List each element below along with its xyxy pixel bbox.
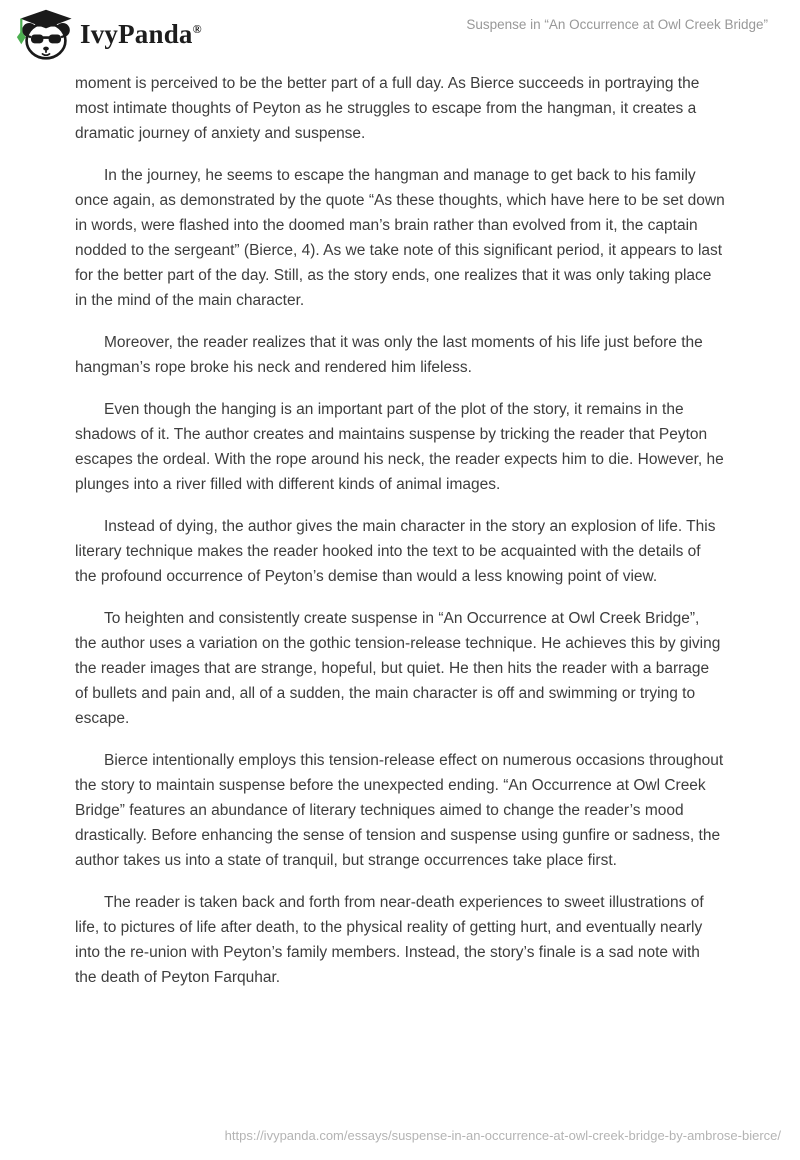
page-footer — [0, 1128, 781, 1143]
running-title: Suspense in “An Occurrence at Owl Creek Bridge” — [466, 17, 768, 32]
registered-trademark: ® — [192, 22, 202, 36]
essay-paragraph: Instead of dying, the author gives the main character in the story an explosion of life. This literary technique makes the reader hooked into the text to be acquainted with the details of the profound occurrence of Peyton’s demise than would a less knowing point of view. — [75, 518, 716, 585]
ivypanda-panda-logo-icon — [16, 7, 76, 62]
brand-name: IvyPanda® — [80, 19, 202, 49]
source-url: https://ivypanda.com/essays/suspense-in-an-occurrence-at-owl-creek-bridge-by-ambrose-bierce/ — [224, 1128, 781, 1143]
essay-paragraph: Moreover, the reader realizes that it was only the last moments of his life just before the hangman’s rope broke his neck and rendered him lifeless. — [75, 334, 703, 376]
essay-paragraph: The reader is taken back and forth from near-death experiences to sweet illustrations of life, to pictures of life after death, to the physical reality of getting hurt, and eventually nearly into the re-union with Peyton’s family members. Instead, the story’s finale is a sad note with the death of Peyton Farquhar. — [75, 894, 704, 986]
essay-paragraph: moment is perceived to be the better part of a full day. As Bierce succeeds in portraying the most intimate thoughts of Peyton as he struggles to escape from the hangman, it creates a dramatic journey of anxiety and suspense. — [75, 75, 700, 142]
essay-paragraph: Bierce intentionally employs this tension-release effect on numerous occasions throughout the story to maintain suspense before the unexpected ending. “An Occurrence at Owl Creek Bridge” features an abundance of literary techniques aimed to change the reader’s mood drastically. Before enhancing the sense of tension and suspense using gunfire or sadness, the author takes us into a state of tranquil, but strange occurrences take place first. — [75, 752, 724, 869]
brand — [0, 0, 202, 62]
page-header — [0, 0, 800, 70]
essay-paragraph: To heighten and consistently create suspense in “An Occurrence at Owl Creek Bridge”, the author uses a variation on the gothic tension-release technique. He achieves this by giving the reader images that are strange, hopeful, but quiet. He then hits the reader with a barrage of bullets and pain and, all of a sudden, the main character is off and swimming or trying to escape. — [75, 610, 721, 727]
essay-body — [75, 71, 725, 1007]
essay-paragraph: In the journey, he seems to escape the hangman and manage to get back to his family once again, as demonstrated by the quote “As these thoughts, which have here to be set down in words, were flashed into the doomed man’s brain rather than evolved from it, the captain nodded to the sergeant” (Bierce, 4). As we take note of this significant period, it appears to last for the better part of the day. Still, as the story ends, one realizes that it was only taking place in the mind of the main character. — [75, 167, 725, 309]
essay-paragraph: Even though the hanging is an important part of the plot of the story, it remains in the shadows of it. The author creates and maintains suspense by tricking the reader that Peyton escapes the ordeal. With the rope around his neck, the reader expects him to die. However, he plunges into a river filled with different kinds of animal images. — [75, 401, 724, 493]
